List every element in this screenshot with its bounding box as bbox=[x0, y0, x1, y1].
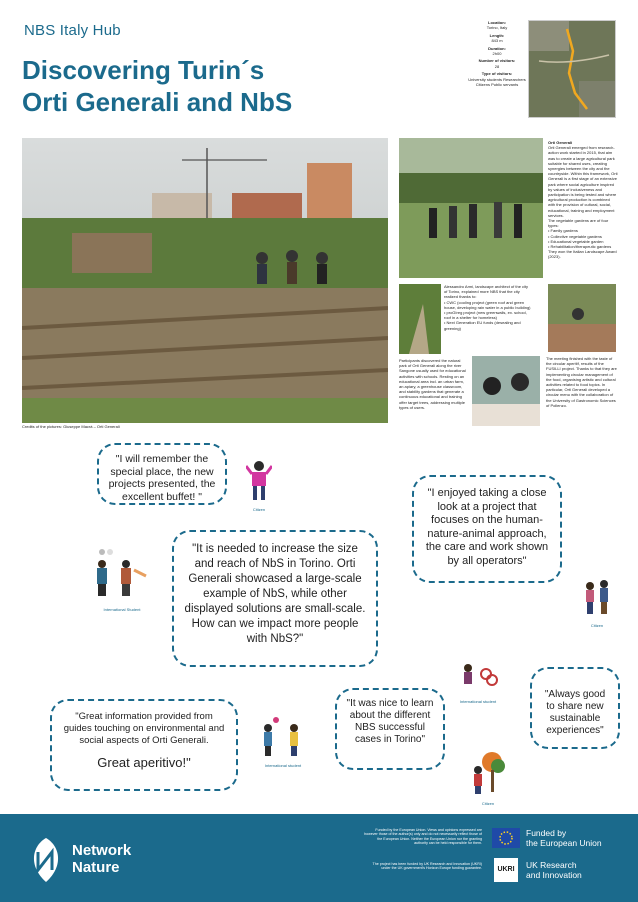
eu-stars-icon bbox=[492, 828, 520, 848]
footer bbox=[0, 814, 638, 902]
architect-item: CWC (cooling project (green roof and green house, developing rain water in a public building) bbox=[444, 299, 531, 310]
hub-label: NBS Italy Hub bbox=[24, 22, 121, 39]
award-note: They won the Italian Landscape Award (2023). bbox=[548, 249, 617, 260]
orti-description: Orti Generali Orti Generali emerged from research-action work started in 2015, that aim was to create a large agricultural park suitable for shared uses, creating synergies between the city and the countryside. Within this framework, Orti Generali is a first stage of an extensive park where social agriculture inspired by values of inclusiveness and participation is being tested and where agricultural production is combined with the provision of cultural, social, educational, training and employment services. The vegetable gardens are of four types: • Family gardens • Collective vegetable gardens • Educational vegetable garden • Rehabilitation/therapeutic gardens They won the Italian Landscape Award (2023). bbox=[548, 140, 618, 260]
quote-author: International student bbox=[459, 699, 497, 704]
info-label: Length: bbox=[489, 32, 505, 38]
network-nature-logo bbox=[26, 836, 66, 889]
sitting-people-icon bbox=[456, 660, 500, 694]
path-photo-image bbox=[399, 284, 441, 354]
garden-type: Rehabilitation/therapeutic gardens bbox=[550, 244, 612, 250]
quote-text: "It was nice to learn about the different NBS successful cases in Torino" bbox=[346, 698, 434, 745]
citizen-figure bbox=[470, 752, 506, 806]
brand-line-1: Network bbox=[72, 842, 132, 859]
quote-text: Great aperitivo!" bbox=[97, 755, 191, 770]
route-map bbox=[528, 20, 616, 118]
participants-description: Participants discovered the natural park of Orti Generali along the river Sangone usually used for educational activities with schools. Resting on an educational area incl. an urban farm, an apiary, a greenhouse classroom, and stability gardens that generate a continuous educational and training offer target trees, addressing multiple types of users. bbox=[399, 358, 466, 410]
tree-person-icon bbox=[470, 752, 506, 796]
info-label: Duration: bbox=[488, 45, 506, 51]
info-value: 2h00 bbox=[492, 51, 502, 57]
info-value: Torino, Italy bbox=[486, 25, 508, 31]
students-photo-image bbox=[472, 356, 540, 426]
info-label: Location: bbox=[488, 20, 506, 25]
garden-type: Collective vegetable gardens bbox=[550, 233, 602, 239]
main-photo bbox=[22, 138, 388, 423]
quote-text: "Always good to share new sustainable experiences" bbox=[544, 689, 606, 736]
eu-label bbox=[526, 828, 602, 848]
talking-people-icon bbox=[258, 716, 308, 758]
meeting-description: The meeting finished with the taste of the circular aperitif, results of the FUSILLI project. Thanks to that they are implementing circular management of the food, organising artistic and cultural activities related to food topics. In particular, Orti Generali developed a circular menu with the collaboration of the University of Gastronomic Sciences of Pollenzo. bbox=[546, 356, 617, 408]
student-figure bbox=[456, 660, 500, 704]
info-label: Type of visitors: bbox=[481, 71, 513, 77]
quote-bubble bbox=[172, 530, 378, 667]
speaking-people-icon bbox=[90, 548, 150, 602]
brand-name bbox=[72, 842, 131, 876]
photo-credit: Credits of the pictures: Giuseppe Macrà – Orti Generali bbox=[22, 424, 120, 429]
quote-bubble bbox=[530, 667, 620, 749]
quote-author: International Student bbox=[103, 607, 141, 612]
citizen-figure bbox=[580, 578, 614, 628]
garden-photo bbox=[22, 138, 388, 423]
garden-type: Family gardens bbox=[550, 228, 578, 234]
quote-text: "It is needed to increase the size and reach of NbS in Torino. Orti Generali showcased a large-scale example of NbS, while other displayed solutions are small-scale. How can we impact more people with NbS?" bbox=[184, 543, 366, 645]
quote-author: International student bbox=[264, 763, 302, 768]
brand-line-2: Nature bbox=[72, 859, 120, 876]
ukri-logo-icon: UKRI bbox=[494, 858, 518, 882]
eu-disclaimer: Funded by the European Union. Views and opinions expressed are however those of the author(s) only and do not necessarily reflect those of the European Union. Neither the European Union nor the granting authority can be held responsible for them. bbox=[364, 828, 482, 846]
citizen-figure bbox=[246, 460, 272, 512]
eu-label-line-2: the European Union bbox=[526, 838, 602, 848]
uk-label bbox=[526, 860, 582, 880]
students-photo bbox=[472, 356, 540, 426]
eu-flag-icon bbox=[492, 828, 520, 848]
quote-text: "Great information provided from guides touching on environmental and social aspects of Orti Generali. bbox=[63, 711, 225, 746]
group-photo bbox=[399, 138, 543, 278]
group-photo-image bbox=[399, 138, 543, 278]
gardens-intro: The vegetable gardens are of four types: bbox=[548, 218, 609, 229]
title-line-1: Discovering Turin´s bbox=[22, 55, 265, 85]
architect-item: proGIreg project (new greenwalls, ex. school, roof in a shelter for homeless) bbox=[444, 310, 527, 321]
info-value: 843 m bbox=[491, 38, 503, 44]
architect-intro: Alessandro Armi, landscape architect of the city of Torino, explained more NBS that the city realized thanks to: bbox=[444, 284, 529, 300]
student-figure bbox=[258, 716, 308, 768]
aperitivo-photo-image bbox=[548, 284, 616, 352]
leaf-logo-icon bbox=[26, 836, 66, 884]
people-icon bbox=[580, 578, 614, 618]
student-figure bbox=[90, 548, 150, 612]
info-value: University students Researchers Citizens Public servants bbox=[468, 76, 526, 88]
info-label: Number of visitors: bbox=[478, 58, 516, 64]
architect-description: Alessandro Armi, landscape architect of the city of Torino, explained more NBS that the city realized thanks to: • CWC (cooling project (green roof and green house, developing rain water in a public building) • proGIreg project (new greenwalls, ex. school, roof in a shelter for homeless) • Next Generation EU funds (desealing and greening) bbox=[444, 284, 531, 331]
uk-disclaimer: The project has been funded by UK Research and Innovation (UKRI) under the UK government's Horizon Europe funding guarantee. bbox=[372, 862, 482, 871]
title-line-2: Orti Generali and NbS bbox=[22, 87, 293, 117]
info-value: 28 bbox=[494, 63, 500, 69]
visit-info bbox=[468, 20, 526, 89]
quote-author: Citizen bbox=[590, 623, 604, 628]
orti-body: Orti Generali emerged from research-action work started in 2015, that aim was to create a large agricultural park suitable for shared uses, creating synergies between the city and the countryside. Within this framework, Orti Generali is a first stage of an extensive park where social agriculture inspired by values of inclusiveness and participation is being tested and where agricultural production is combined with the provision of cultural, social, educational, training and employment services. bbox=[548, 145, 618, 218]
path-photo bbox=[399, 284, 441, 354]
eu-label-line-1: Funded by bbox=[526, 828, 567, 838]
page-title bbox=[22, 54, 292, 118]
quote-bubble bbox=[412, 475, 562, 583]
quote-bubble bbox=[50, 699, 238, 791]
garden-type: Educational vegetable garden bbox=[550, 238, 604, 244]
quote-author: Citizen bbox=[481, 801, 495, 806]
route-map-image bbox=[529, 21, 615, 117]
architect-item: Next Generation EU funds (desealing and greening) bbox=[444, 320, 521, 331]
uk-label-line-1: UK Research bbox=[526, 860, 577, 870]
quote-author: Citizen bbox=[252, 507, 266, 512]
uk-label-line-2: and Innovation bbox=[526, 870, 582, 880]
orti-heading: Orti Generali bbox=[548, 140, 573, 145]
quote-text: "I will remember the special place, the new projects presented, the excellent buffet! " bbox=[108, 453, 216, 503]
quote-bubble bbox=[335, 688, 445, 770]
person-icon bbox=[246, 460, 272, 502]
quote-bubble bbox=[97, 443, 227, 505]
quote-text: "I enjoyed taking a close look at a project that focuses on the human-nature-animal approach, the care and work shown by all operators" bbox=[425, 487, 549, 567]
aperitivo-photo bbox=[548, 284, 616, 352]
